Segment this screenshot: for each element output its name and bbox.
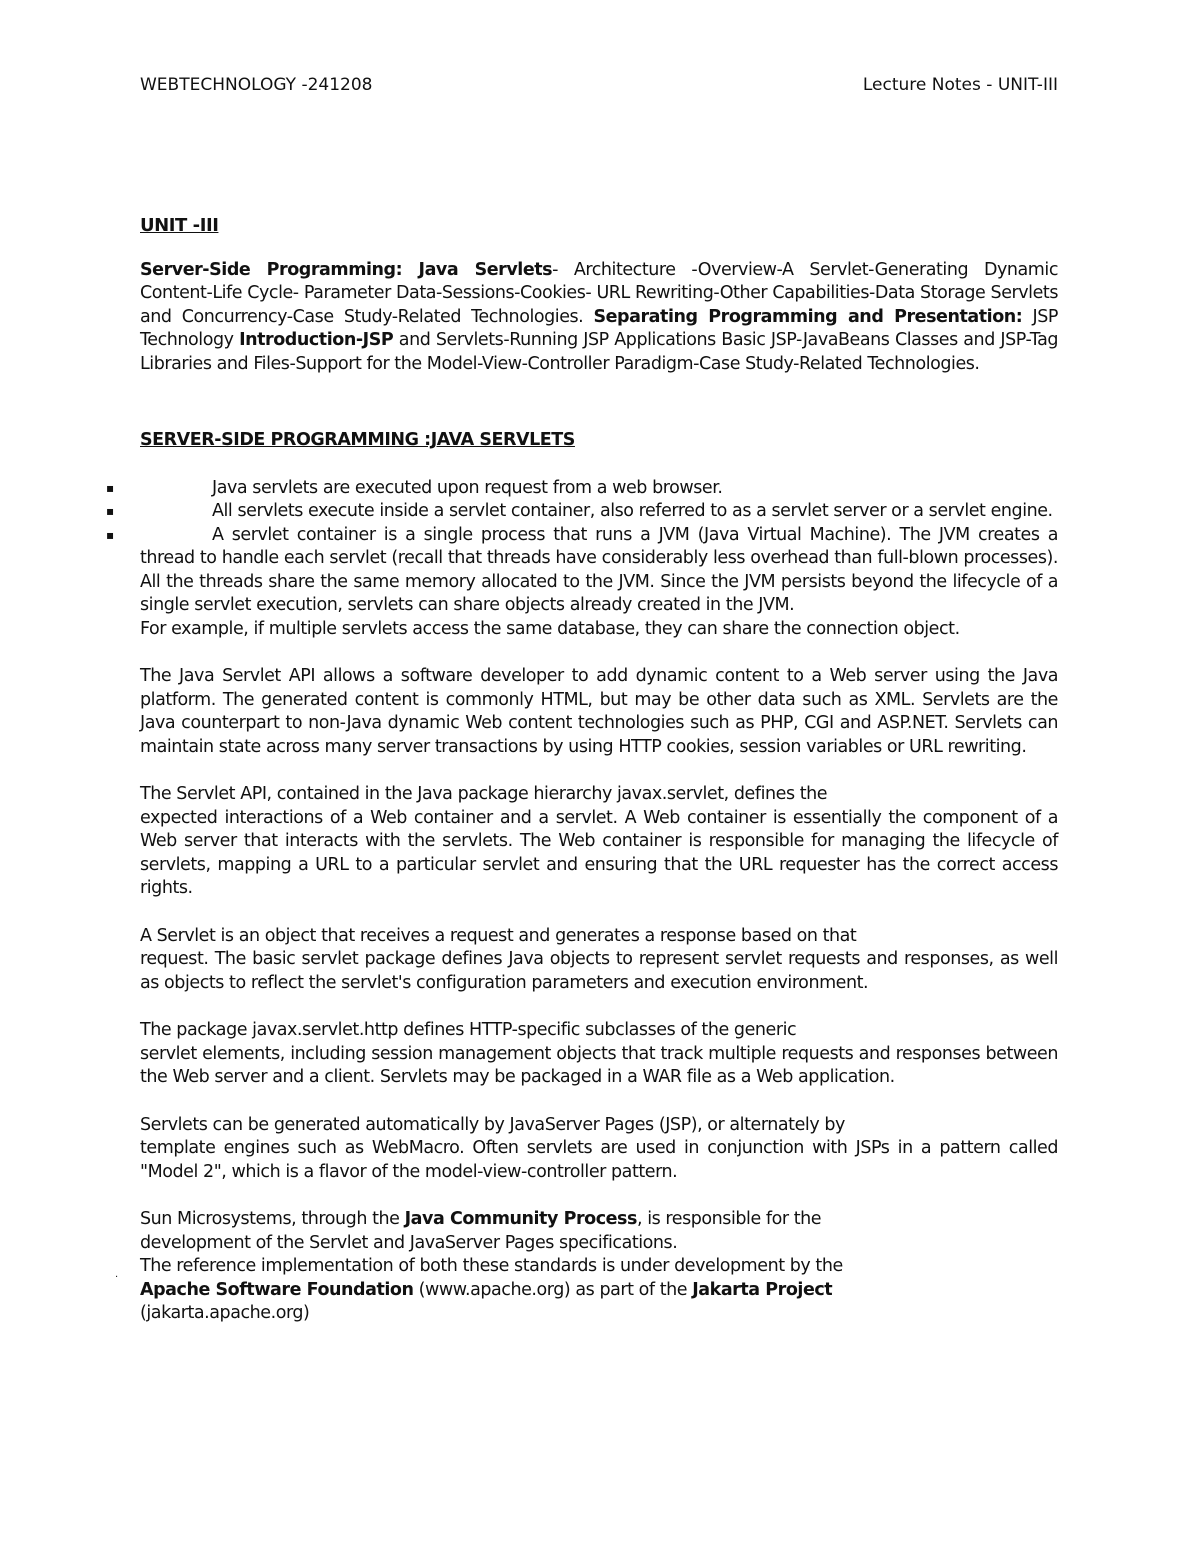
syllabus-bold-servlets: Server-Side Programming: Java Servlets <box>140 259 553 280</box>
header-lecture-notes: Lecture Notes - UNIT-III <box>862 75 1058 95</box>
paragraph-line <box>115 1255 1058 1280</box>
text-run: Sun Microsystems, through the <box>140 1209 405 1229</box>
paragraph-body: servlet elements, including session management objects that track multiple requests and responses between the Web server and a client. Servlets may be packaged in a WAR file as a Web application. <box>140 1043 1058 1087</box>
paragraph-body: request. The basic servlet package defines Java objects to represent servlet requests and responses, as well as objects to reflect the servlet's configuration parameters and execution environment. <box>140 949 1058 993</box>
syllabus-text-3: and Servlets-Running JSP Applications Basic JSP-JavaBeans Classes and JSP-Tag Libraries and Files-Support for the Model-View-Controller Paradigm-Case Study-Related Technologies. <box>140 330 1059 374</box>
bold-jakarta-project: Jakarta Project <box>692 1279 833 1300</box>
main-content <box>106 214 1059 1326</box>
syllabus-text-2: JSP Technology <box>140 306 1059 350</box>
paragraph-javax-servlet <box>140 783 1058 901</box>
example-line: For example, if multiple servlets access the same database, they can share the connection object. <box>140 618 960 639</box>
paragraph-line: development of the Servlet and JavaServer Pages specifications. <box>140 1232 678 1253</box>
bullet-text: Java servlets are executed upon request from a web browser. <box>212 477 723 498</box>
paragraph-jsp-generation <box>140 1114 1058 1185</box>
paragraph-line <box>140 1208 1058 1232</box>
unit-title: UNIT -III <box>140 215 219 236</box>
bullet-list <box>106 477 1058 618</box>
paragraph-body: template engines such as WebMacro. Often servlets are used in conjunction with JSPs in a pattern called "Model 2", which is a flavor of the model-view-controller pattern. <box>140 1138 1058 1182</box>
section-title: SERVER-SIDE PROGRAMMING :JAVA SERVLETS <box>140 430 575 450</box>
bullet-item <box>106 524 1058 618</box>
paragraph-line <box>140 1279 1058 1303</box>
text-run: (www.apache.org) as part of the <box>413 1279 693 1300</box>
bullet-marker: ▪ <box>106 527 114 542</box>
bullet-text: A servlet container is a single process that runs a JVM (Java Virtual Machine). The JVM creates a thread to handle each servlet (recall that threads have considerably less overhead than full-blown processes). All the threads share the same memory allocated to the JVM. Since the JVM persists beyond the lifecycle of a single servlet execution, servlets can share objects already created in the JVM. <box>140 524 1058 615</box>
bullet-item <box>106 477 1058 501</box>
bullet-marker: ▪ <box>106 504 114 518</box>
paragraph-servlet-object <box>140 925 1058 996</box>
paragraph-line: (jakarta.apache.org) <box>140 1303 310 1323</box>
bullet-item <box>106 500 1058 524</box>
paragraph-servlet-api: The Java Servlet API allows a software developer to add dynamic content to a Web server using the Java platform. The generated content is commonly HTML, but may be other data such as XML. Servlets are the Java counterpart to non-Java dynamic Web content technologies such as PHP, CGI and ASP.NET. Servlets can maintain state across many server transactions by using HTTP cookies, session variables or URL rewriting. <box>140 666 1058 757</box>
paragraph-servlet-http <box>140 1019 1058 1090</box>
paragraph-body: expected interactions of a Web container and a servlet. A Web container is essentially the component of a Web server that interacts with the servlets. The Web container is responsible for managing the lifecycle of servlets, mapping a URL to a particular servlet and ensuring that the URL requester has the correct access rights. <box>140 807 1058 898</box>
syllabus-bold-separating: Separating Programming and Presentation: <box>593 306 1023 327</box>
paragraph-first-line: Servlets can be generated automatically by JavaServer Pages (JSP), or alternately by <box>140 1114 845 1135</box>
paragraph-sun-microsystems <box>115 1208 1058 1326</box>
bullet-marker: ▪ <box>106 480 114 495</box>
paragraph-first-line: The Servlet API, contained in the Java package hierarchy javax.servlet, defines the <box>140 784 828 804</box>
paragraph-first-line: The package javax.servlet.http defines HTTP-specific subclasses of the generic <box>140 1020 797 1040</box>
text-run: The reference implementation of both these standards is under development by the <box>140 1256 843 1276</box>
bullet-text: All servlets execute inside a servlet container, also referred to as a servlet server or a servlet engine. <box>212 501 1053 521</box>
bold-apache-software-foundation: Apache Software Foundation <box>140 1279 414 1300</box>
syllabus-text-1: - Architecture -Overview-A Servlet-Generating Dynamic Content-Life Cycle- Parameter Data-Sessions-Cookies- URL Rewriting-Other Capabilities-Data Storage Servlets and Concurrency-Case Study-Related Technologies. <box>140 259 1058 327</box>
syllabus-bold-intro-jsp: Introduction-JSP <box>239 330 394 350</box>
paragraph-first-line: A Servlet is an object that receives a request and generates a response based on that <box>140 925 857 946</box>
stray-dot: . <box>115 1269 118 1280</box>
bold-java-community-process: Java Community Process <box>404 1209 637 1229</box>
text-run: , is responsible for the <box>636 1209 822 1229</box>
syllabus-paragraph <box>140 259 1058 377</box>
header-course-code: WEBTECHNOLOGY -241208 <box>140 75 373 95</box>
